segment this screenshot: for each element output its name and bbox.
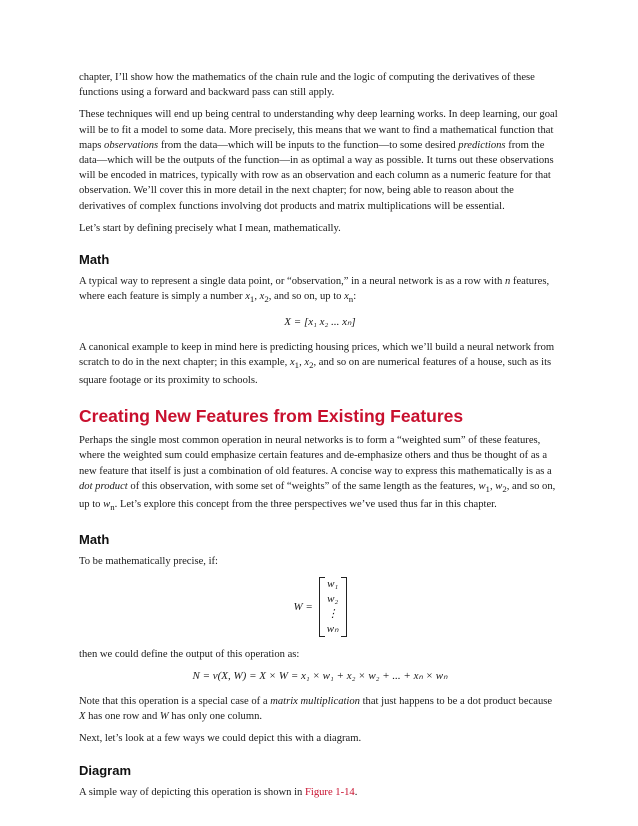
intro-p2-emphasis-observations: observations [104,139,159,151]
math2-p3-emphasis-matrix-multiplication: matrix multiplication [270,695,360,707]
matrix-cell: ⋮ [327,607,339,620]
math1-p2-x2: x [304,356,310,368]
matrix-cell: w₁ [327,577,339,590]
matrix-cell: wₙ [326,622,339,635]
math1-p2-x2-sub: 2 [309,359,314,370]
matrix-left-bracket [319,577,325,637]
math-heading-1: Math [79,252,110,268]
section-p1-text-c: , and so on, up to [79,480,556,511]
math2-paragraph-2 [79,647,561,662]
diagram-p1-text-a: A simple way of depicting this operation is shown in [79,786,305,798]
math1-paragraph-1 [79,274,561,308]
intro-paragraph-3 [79,221,561,236]
math1-p2-text-b: , and so on are numerical features of a house, such as its square footage or its proximity to schools. [79,356,552,387]
matrix-cell: w₂ [327,592,339,605]
figure-1-14-link[interactable]: Figure 1-14 [304,786,355,798]
section-title: Creating New Features from Existing Features [79,406,464,427]
intro-p2-text-a: These techniques will end up being central to understanding why deep learning works. In deep learning, our goal will be to fit a model to some data. More precisely, this means that we want to find a mathematical function that maps [79,109,558,151]
intro-p1-text: chapter, I’ll show how the mathematics of the chain rule and the logic of computing the derivatives of these functions using a forward and backward pass can still apply. [79,72,535,99]
matrix-right-bracket [341,577,347,637]
document-page [79,70,561,807]
section-p1-sep: , [489,480,496,492]
math1-p1-x2-sub: 2 [264,294,269,305]
math1-p1-x1-sub: 1 [249,294,255,305]
section-p1-w2: w [495,480,503,492]
diagram-heading: Diagram [79,762,132,778]
diagram-p1-text-b: . [354,786,358,798]
math1-p1-text-c: , and so on, up to [268,291,345,303]
equation-observation-row: X = [x₁ x₂ ... xₙ] [284,315,356,328]
section-p1-wn-sub: n [110,502,115,513]
math1-paragraph-2 [79,340,561,389]
math2-paragraph-4 [79,731,561,746]
intro-p2-text-c: from the data—which will be the outputs of the function—in as optimal a way as possible. It turns out these observations will be encoded in matrices, typically with row as an observation and each column as a numeric feature for that observation. We’ll cover this in more detail in the next chapter; for now, being able to reason about the derivatives of complex functions involving dot products and matrix multiplications will be essential. [79,139,554,212]
math1-p1-n: n [504,276,511,288]
section-p1-wn: w [103,499,111,511]
intro-p2-emphasis-predictions: predictions [458,139,506,151]
intro-p2-text-b: from the data—which will be inputs to the function—to some desired [158,139,459,151]
math1-p2-sep: , [299,356,305,368]
section-p1-text-d: . Let’s explore this concept from the three perspectives we’ve used thus far in this chapter. [114,499,497,511]
weight-column-matrix [319,577,347,637]
math2-paragraph-3 [79,694,561,724]
math2-p2-text: then we could define the output of this operation as: [79,648,300,660]
math1-p1-text-b: features, where each feature is simply a number [79,276,550,303]
math1-p1-sep: , [254,291,260,303]
weight-vector-equation [79,577,561,637]
math1-p2-x1-sub: 1 [294,359,300,370]
math2-p4-text: Next, let’s look at a few ways we could depict this with a diagram. [79,733,362,745]
math2-p3-X: X [79,711,86,723]
section-paragraph-1 [79,433,561,515]
diagram-paragraph-1 [79,785,561,800]
math2-p3-text-c: has one row and [85,711,160,723]
intro-paragraph-1 [79,70,561,100]
math1-p1-x2: x [259,291,265,303]
intro-p3-text: Let’s start by defining precisely what I mean, mathematically. [79,222,341,234]
matrix-lhs: W = [293,600,313,613]
math1-p2-text-a: A canonical example to keep in mind here is predicting housing prices, which we’ll build a neural network from scratch to do in the next chapter; in this example, [79,341,555,368]
math1-p1-text-a: A typical way to represent a single data point, or “observation,” in a neural network is as a row with [79,276,505,288]
math1-p1-x1: x [245,291,250,303]
section-p1-w2-sub: 2 [502,483,507,494]
math2-p1-text: To be mathematically precise, if: [79,555,218,567]
math1-p1-text-d: : [353,291,357,303]
section-p1-w1-sub: 1 [485,483,490,494]
intro-paragraph-2 [79,107,561,213]
math1-p1-xn-sub: n [348,294,354,305]
section-p1-text-b: of this observation, with some set of “weights” of the same length as the features, [127,480,479,492]
math2-paragraph-1 [79,554,561,569]
math2-p3-text-a: Note that this operation is a special case of a [79,695,271,707]
math1-p1-xn: x [344,291,349,303]
math-heading-2: Math [79,531,110,547]
math2-p3-text-b: that just happens to be a dot product because [359,695,553,707]
section-p1-emphasis-dot-product: dot product [79,480,128,492]
math2-p3-text-d: has only one column. [168,711,263,723]
section-p1-text-a: Perhaps the single most common operation in neural networks is to form a “weighted sum” of these features, where the weighted sum could emphasize certain features and de-emphasize others and thus be thought of as a new feature that itself is just a combination of old features. A concise way to express this mathematically is as a [79,435,552,477]
math2-p3-W: W [159,711,169,723]
math1-p2-x1: x [289,356,295,368]
section-p1-w1: w [478,480,486,492]
equation-dot-product: N = ν(X, W) = X × W = x₁ × w₁ + x₂ × w₂ + ... + xₙ × wₙ [192,669,448,682]
